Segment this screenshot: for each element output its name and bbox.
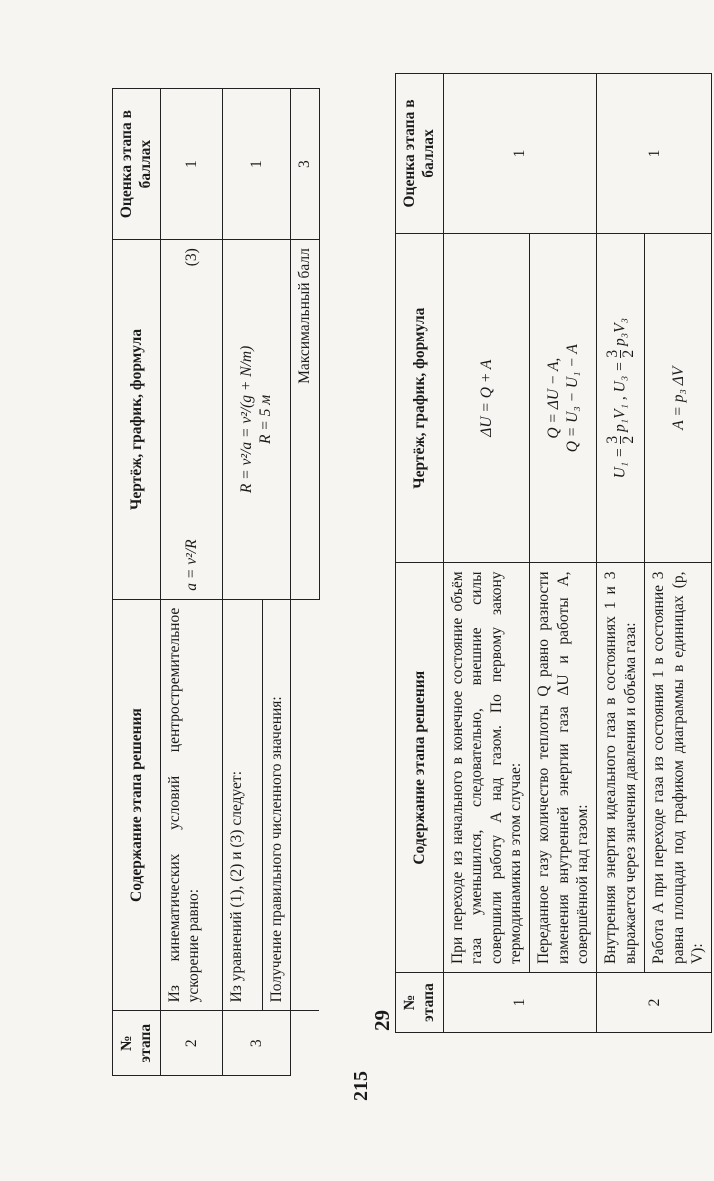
header-score: Оценка этапа в баллах [396, 74, 444, 234]
formula-tag: (3) [182, 248, 200, 267]
stage-content: Переданное газу количество теплоты Q равно разности изменения внутренней энергии газа ΔU и работы A, совершённой над газом: [530, 563, 597, 973]
stage-score: 1 [443, 74, 597, 234]
formula-line-1: R = v²/a = v²/(g + N/m) [238, 345, 256, 494]
stage-number: 2 [160, 1011, 222, 1076]
stage-formula [530, 233, 597, 563]
table-row [597, 74, 645, 1033]
stage-content: Внутренняя энергия идеального газа в состояниях 1 и 3 выражается через значения давления и объёма газа: [597, 563, 645, 973]
fraction: 3 2 [603, 349, 638, 358]
stage-formula: A = p₃ ΔV [645, 233, 712, 563]
stage-number: 3 [222, 1011, 290, 1076]
stage-content: При переходе из начального в конечное состояние объём газа уменьшился, следовательно, внешние силы совершили работу A над газом. По первому закону термодинамики в этом случае: [443, 563, 530, 973]
header-stage-number: № этапа [396, 973, 444, 1033]
stage-score: 1 [222, 89, 290, 240]
stage-formula [160, 240, 222, 600]
formula-line-2: R = 5 м [257, 394, 275, 445]
formula-line-2: Q = U₃ − U₁ − A [564, 344, 582, 453]
header-content: Содержание этапа решения [113, 599, 161, 1011]
max-score-value: 3 [291, 89, 319, 240]
task-number: 29 [370, 1010, 394, 1031]
table-row [160, 89, 222, 1076]
table-header-row [396, 74, 444, 1033]
formula-line-1: Q = ΔU − A, [544, 357, 562, 439]
stage-formula [222, 240, 290, 600]
header-formula: Чертёж, график, формула [396, 233, 444, 563]
header-score: Оценка этапа в баллах [113, 89, 161, 240]
stage-score: 1 [597, 74, 712, 234]
grading-table-previous [112, 88, 320, 1076]
stage-content: Из уравнений (1), (2) и (3) следует: [222, 599, 262, 1011]
table-row [443, 74, 530, 1033]
grading-table-task-29 [395, 73, 712, 1033]
stage-number: 2 [597, 973, 712, 1033]
stage-score: 1 [160, 89, 222, 240]
header-content: Содержание этапа решения [396, 563, 444, 973]
stage-formula: ΔU = Q + A [443, 233, 530, 563]
table-row [222, 89, 262, 1076]
fraction: 3 2 [603, 435, 638, 444]
header-stage-number: № этапа [113, 1011, 161, 1076]
formula-text: a = v²/R [182, 539, 200, 591]
stage-content: Получение правильного численного значения: [262, 599, 290, 1011]
page-number: 215 [350, 1071, 372, 1101]
max-score-row [291, 89, 319, 1076]
stage-content: Из кинематических условий центростремительное ускорение равно: [160, 599, 222, 1011]
stage-formula: U₁ = 3 2 p₁V₁ , U₃ = 3 2 p₃V₃ [597, 233, 645, 563]
stage-number: 1 [443, 973, 597, 1033]
stage-content: Работа A при переходе газа из состояния 1 в состояние 3 равна площади под графиком диаграммы в единицах (p, V): [645, 563, 712, 973]
max-score-label: Максимальный балл [291, 240, 319, 600]
table-header-row [113, 89, 161, 1076]
header-formula: Чертёж, график, формула [113, 240, 161, 600]
